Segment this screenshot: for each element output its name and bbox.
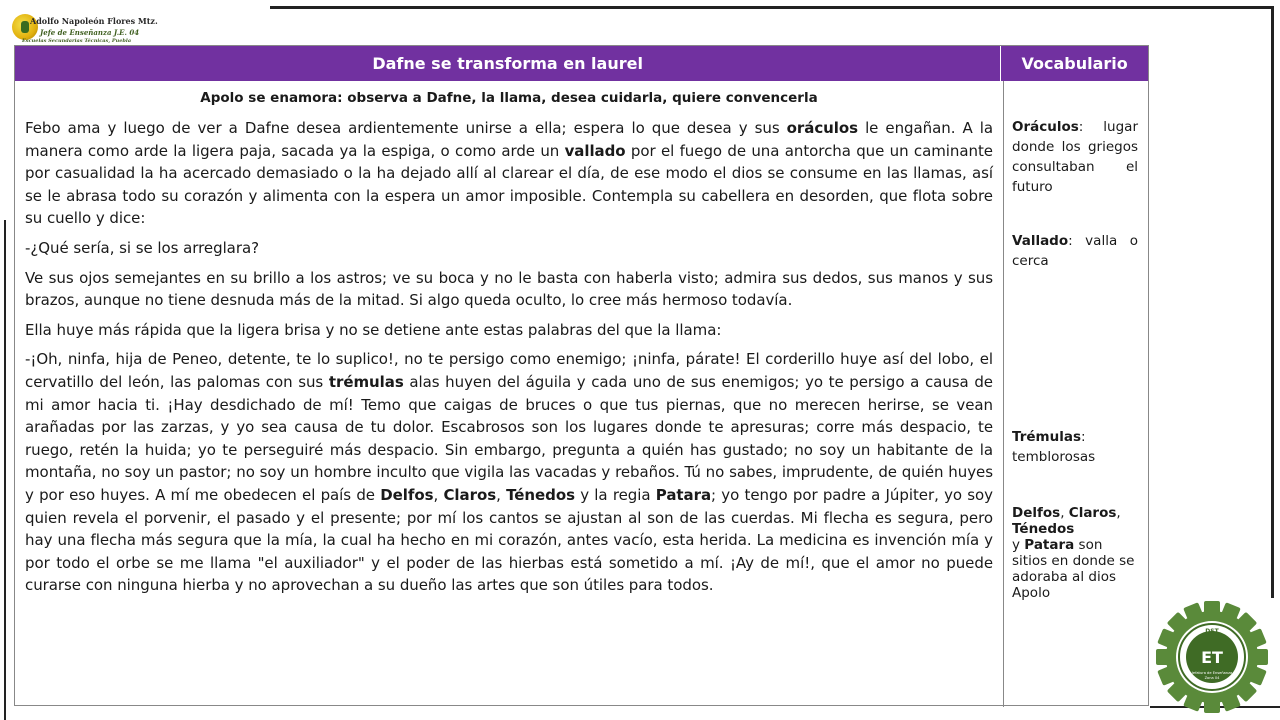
term-vallado: vallado xyxy=(564,141,626,160)
frame-top-line xyxy=(270,6,1274,9)
term-patara: Patara xyxy=(655,485,712,504)
vocab-entry-tremulas: Trémulas: temblorosas xyxy=(1012,429,1096,465)
story-paragraph-3: Ve sus ojos semejantes en su brillo a los astros; ve su boca y no le basta con haberla visto; admira sus dedos, sus manos y sus brazos, aunque no tiene desnuda más de la mitad. Si algo queda oculto, lo cree más hermoso todavía. xyxy=(25,268,993,310)
story-paragraph-1: Febo ama y luego de ver a Dafne desea ardientemente unirse a ella; espera lo que desea y sus oráculos le engañan. A la manera como arde la ligera paja, sacada ya la espiga, o como arde un vallado por el fuego de una antorcha que un caminante por casualidad la ha acercado demasiado o la ha dejado allí al clarear el día, de ese modo el dios se consume en las llamas, así se le abrasa todo su corazón y alimenta con la espera un amor imposible. Contempla su cabellera en desorden, que flota sobre su cuello y dice: xyxy=(25,119,994,228)
term-oraculos: oráculos xyxy=(786,119,859,137)
logo-institution: Escuelas Secundarias Técnicas, Puebla xyxy=(22,38,132,44)
table-header-title: Dafne se transforma en laurel xyxy=(15,46,1001,81)
vocabulary-cell xyxy=(1004,81,1150,707)
author-logo xyxy=(10,10,158,46)
story-cell xyxy=(15,81,1003,707)
svg-text:Jefatura de Enseñanza: Jefatura de Enseñanza xyxy=(1191,671,1233,675)
vocab-entry-oraculos: Oráculos: lugar donde los griegos consultaban el futuro xyxy=(1012,119,1138,195)
svg-text:ET: ET xyxy=(1201,648,1223,667)
story-paragraph-4: Ella huye más rápida que la ligera brisa y no se detiene ante estas palabras del que la llama: xyxy=(25,320,722,339)
gear-icon xyxy=(1152,597,1272,717)
table-header-row xyxy=(15,46,1148,81)
story-paragraph-5: -¡Oh, ninfa, hija de Peneo, detente, te lo suplico!, no te persigo como enemigo; ¡ninfa, párate! El corderillo huye así del lobo, el cervatillo del león, las palomas con sus trémulas alas huyen del águila y cada uno de sus enemigos; yo te persigo a causa de mi amor hacia ti. ¡Hay desdichado de mí! Temo que caigas de bruces o que tus piernas, que no merecen herirse, se vean arañadas por las zarzas, y yo sea causa de tu dolor. Escabrosos son los lugares donde te apresuras; corre más despacio, te ruego, retén la huida; yo te perseguiré más despacio. Sin embargo, pregunta a quién has gustado; no soy un habitante de la montaña, no soy un pastor; no soy un hombre inculto que vigila las vacadas y rebaños. Tú no sabes, imprudente, de quién huyes y por eso huyes. A mí me obedecen el país de Delfos, Claros, Ténedos y la regia Patara; yo tengo por padre a Júpiter, yo soy quien revela el porvenir, el pasado y el presente; por mí los cantos se ajustan al son de las cuerdas. Mi flecha es segura, pero hay una flecha más segura que la mía, la cual ha hecho en mi corazón, antes vacío, esta herida. La medicina es invención mía y por todo el orbe se me llama "el auxiliador" y el poder de las hierbas está sometido a mí. ¡Ay de mí!, que el amor no puede curarse con ninguna hierba y no aprovechan a su dueño las artes que son útiles para todos. xyxy=(25,350,994,595)
frame-left-line xyxy=(4,220,6,720)
term-tenedos: Ténedos xyxy=(506,485,575,504)
vocab-entry-sitios: Delfos, Claros, Ténedos y Patara son sitios en donde se adoraba al dios Apolo xyxy=(1012,505,1135,601)
logo-author-name: Adolfo Napoleón Flores Mtz. xyxy=(30,16,158,26)
story-paragraph-2: -¿Qué sería, si se los arreglara? xyxy=(25,238,259,257)
vocab-entry-vallado: Vallado: valla o cerca xyxy=(1012,233,1138,269)
dst-gear-logo xyxy=(1152,597,1272,717)
term-claros: Claros xyxy=(443,485,497,504)
svg-text:Zona 04: Zona 04 xyxy=(1204,676,1220,680)
svg-text:DST: DST xyxy=(1205,628,1219,635)
table-header-vocabulary: Vocabulario xyxy=(1021,54,1128,73)
content-table xyxy=(14,45,1149,706)
story-subtitle: Apolo se enamora: observa a Dafne, la llama, desea cuidarla, quiere convencerla xyxy=(200,90,818,106)
term-tremulas: trémulas xyxy=(328,372,404,391)
term-delfos: Delfos xyxy=(380,485,434,504)
frame-right-line xyxy=(1271,6,1274,598)
logo-role: Jefe de Enseñanza J.E. 04 xyxy=(40,28,140,37)
